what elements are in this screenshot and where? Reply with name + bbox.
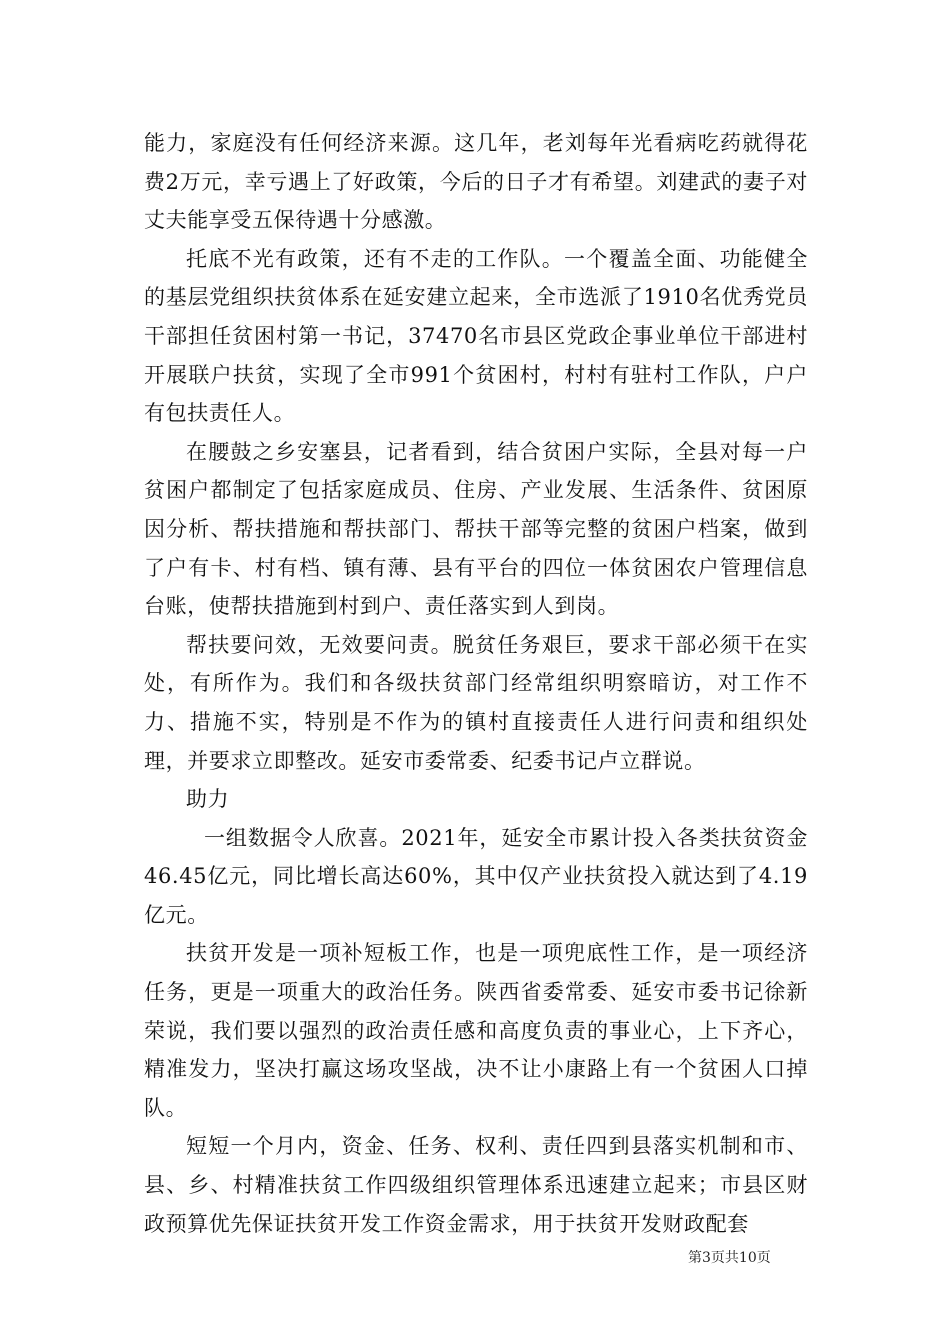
paragraph-political-task: 扶贫开发是一项补短板工作，也是一项兜底性工作，是一项经济任务，更是一项重大的政治任务。陕西省委常委、延安市委书记徐新荣说，我们要以强烈的政治责任感和高度负责的事业心，上下齐心，精准发力，坚决打赢这场攻坚战，决不让小康路上有一个贫困人口掉队。	[144, 941, 808, 1120]
section-heading-zhuli: 助力	[186, 787, 230, 812]
page-number-footer: 第3页共10页	[688, 1250, 771, 1266]
paragraph-ansai-county: 在腰鼓之乡安塞县，记者看到，结合贫困户实际，全县对每一户贫困户都制定了包括家庭成员、住房、产业发展、生活条件、贫困原因分析、帮扶措施和帮扶部门、帮扶干部等完整的贫困户档案，做到了户有卡、村有档、镇有薄、县有平台的四位一体贫困农户管理信息台账，使帮扶措施到村到户、责任落实到人到岗。	[144, 439, 808, 619]
paragraph-funding-data: 一组数据令人欣喜。2021年，延安全市累计投入各类扶贫资金46.45亿元，同比增长高达60%，其中仅产业扶贫投入就达到了4.19亿元。	[144, 825, 808, 927]
document-body	[144, 124, 808, 1243]
paragraph-work-team: 托底不光有政策，还有不走的工作队。一个覆盖全面、功能健全的基层党组织扶贫体系在延安建立起来，全市选派了1910名优秀党员干部担任贫困村第一书记，37470名市县区党政企事业单位干部进村开展联户扶贫，实现了全市991个贫困村，村村有驻村工作队，户户有包扶责任人。	[144, 246, 808, 426]
paragraph-mechanism: 短短一个月内，资金、任务、权利、责任四到县落实机制和市、县、乡、村精准扶贫工作四级组织管理体系迅速建立起来；市县区财政预算优先保证扶贫开发工作资金需求，用于扶贫开发财政配套	[144, 1134, 808, 1236]
paragraph-continuation: 能力，家庭没有任何经济来源。这几年，老刘每年光看病吃药就得花费2万元，幸亏遇上了好政策，今后的日子才有希望。刘建武的妻子对丈夫能享受五保待遇十分感激。	[144, 131, 808, 233]
paragraph-accountability: 帮扶要问效，无效要问责。脱贫任务艰巨，要求干部必须干在实处，有所作为。我们和各级扶贫部门经常组织明察暗访，对工作不力、措施不实，特别是不作为的镇村直接责任人进行问责和组织处理，并要求立即整改。延安市委常委、纪委书记卢立群说。	[144, 632, 808, 773]
